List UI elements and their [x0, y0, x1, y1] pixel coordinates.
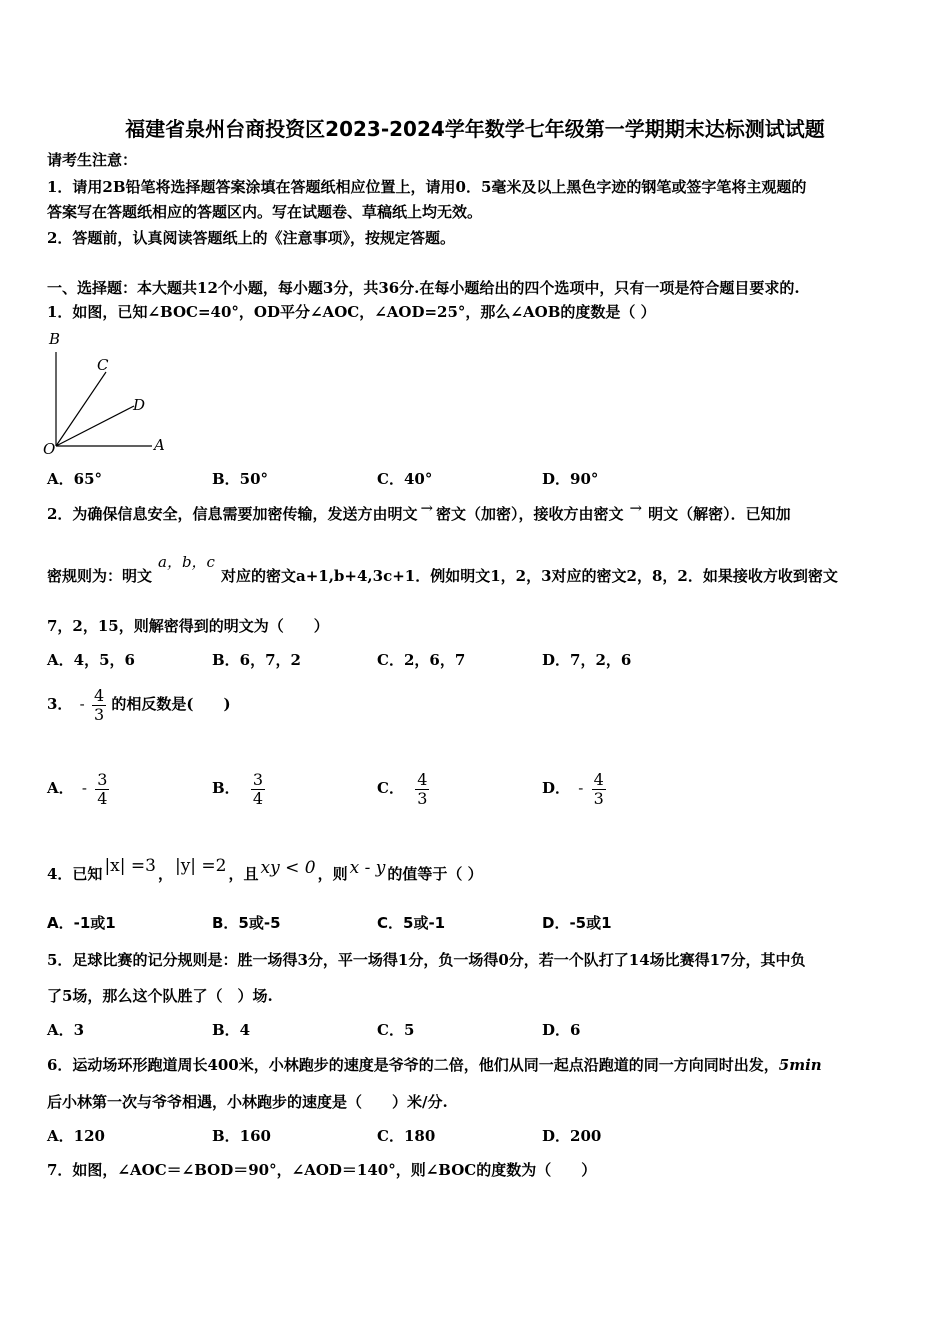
- q3-option-b-den: 4: [252, 788, 264, 808]
- q7-stem: 7．如图，∠AOC＝∠BOD＝90°，∠AOD＝140°，则∠BOC的度数为（ ）: [47, 1161, 597, 1179]
- q1-option-d[interactable]: D．90°: [542, 470, 599, 488]
- q4-mid2: ，则: [317, 865, 348, 883]
- q3-option-b-fraction: [251, 771, 265, 808]
- q4-prefix: 4．已知: [47, 865, 103, 883]
- q5-option-c[interactable]: C．5: [377, 1021, 415, 1039]
- q2-line-1-a: 2．为确保信息安全，信息需要加密传输，发送方由明文: [47, 505, 418, 523]
- q3-option-c[interactable]: [377, 769, 429, 808]
- q3-option-d-fraction: [592, 771, 606, 808]
- q3-option-a-label: A．: [47, 779, 74, 797]
- q2-line-1-c: 明文（解密）．已知加: [648, 505, 791, 523]
- q6-option-c[interactable]: C．180: [377, 1127, 436, 1145]
- notice-line-2: 2．答题前，认真阅读答题纸上的《注意事项》，按规定答题。: [47, 229, 455, 247]
- q4-comma: ，: [157, 865, 173, 883]
- q4-option-a[interactable]: A．-1或1: [47, 914, 116, 932]
- arrow-icon: →: [629, 499, 643, 517]
- label-b: B: [49, 330, 61, 348]
- ray-oc: [56, 372, 106, 446]
- q6-option-b[interactable]: B．160: [212, 1127, 271, 1145]
- q6-line-1-a: 6．运动场环形跑道周长400米，小林跑步的速度是爷爷的二倍，他们从同一起点沿跑道的同一方向同时出发，: [47, 1056, 779, 1074]
- q6-line-1: [47, 1055, 822, 1075]
- q1-option-a[interactable]: A．65°: [47, 470, 103, 488]
- q4-option-c[interactable]: C．5或-1: [377, 914, 446, 932]
- q2-line-1-b: 密文（加密），接收方由密文: [436, 505, 624, 523]
- q4-expr-abs-y: |y| =2: [174, 856, 227, 876]
- q2-line-2-b: 对应的密文a+1,b+4,3c+1．例如明文1，2，3对应的密文2，8，2．如果接收方收到密文: [220, 567, 838, 585]
- q2-option-b[interactable]: B．6，7，2: [212, 651, 301, 669]
- q5-line-2: 了5场，那么这个队胜了（ ）场.: [47, 987, 273, 1005]
- q5-line-1: 5．足球比赛的记分规则是：胜一场得3分，平一场得1分，负一场得0分，若一个队打了14场比赛得17分，其中负: [47, 951, 806, 969]
- q2-line-1: [47, 499, 791, 524]
- q6-option-d[interactable]: D．200: [542, 1127, 602, 1145]
- q3-num: 4: [93, 685, 105, 705]
- q4-suffix: 的值等于（ ）: [387, 865, 483, 883]
- q5-option-b[interactable]: B．4: [212, 1021, 251, 1039]
- q3-option-a-num: 3: [97, 769, 108, 789]
- q6-line-2: 后小林第一次与爷爷相遇，小林跑步的速度是（ ）米/分.: [47, 1093, 448, 1111]
- q1-stem: 1．如图，已知∠BOC=40°，OD平分∠AOC，∠AOD=25°，那么∠AOB的度数是（ ）: [47, 303, 656, 321]
- q3-suffix: 的相反数是( ): [111, 695, 231, 713]
- q3-prefix: 3．: [47, 695, 73, 713]
- q3-option-b-label: B．: [212, 779, 240, 797]
- q2-line-2: [47, 553, 838, 586]
- q5-option-d[interactable]: D．6: [542, 1021, 581, 1039]
- q6-line-1-b: 5min: [778, 1056, 822, 1074]
- q2-line-2-a: 密规则为：明文: [47, 567, 153, 585]
- notice-heading: 请考生注意：: [47, 151, 138, 169]
- notice-line-1b: 答案写在答题纸相应的答题区内。写在试题卷、草稿纸上均无效。: [47, 203, 483, 221]
- q4-option-d[interactable]: D．-5或1: [542, 914, 612, 932]
- q4-stem: [47, 856, 483, 884]
- q4-option-b[interactable]: B．5或-5: [212, 914, 281, 932]
- q1-angle-figure: [40, 328, 180, 458]
- label-d: D: [133, 396, 146, 414]
- q3-option-d-label: D．: [542, 779, 571, 797]
- q3-option-c-label: C．: [377, 779, 404, 797]
- q3-option-c-num: 4: [417, 769, 428, 789]
- q2-line-3: 7，2，15，则解密得到的明文为（ ）: [47, 617, 329, 635]
- q3-option-a-sign: -: [81, 779, 87, 797]
- q2-option-d[interactable]: D．7，2，6: [542, 651, 632, 669]
- arrow-icon: →: [420, 499, 434, 517]
- q1-option-c[interactable]: C．40°: [377, 470, 433, 488]
- q3-option-a[interactable]: [47, 769, 109, 808]
- q3-option-d-num: 4: [593, 769, 604, 789]
- q3-option-d[interactable]: [542, 769, 606, 808]
- notice-line-1: 1．请用2B铅笔将选择题答案涂填在答题纸相应位置上，请用0．5毫米及以上黑色字迹的钢笔或签字笔将主观题的: [47, 178, 807, 196]
- ray-od: [56, 406, 134, 446]
- page-title: 福建省泉州台商投资区2023-2024学年数学七年级第一学期期末达标测试试题: [125, 117, 825, 141]
- q3-option-d-den: 3: [593, 788, 604, 808]
- section-1-header: 一、选择题：本大题共12个小题，每小题3分，共36分.在每小题给出的四个选项中，只有一项是符合题目要求的.: [47, 279, 800, 297]
- q3-option-c-fraction: [415, 771, 429, 808]
- q4-expr-abs-x: |x| =3: [104, 856, 156, 876]
- q3-option-a-fraction: [95, 771, 109, 808]
- label-c: C: [97, 356, 109, 374]
- q3-option-b[interactable]: [212, 769, 265, 808]
- label-a: A: [154, 436, 165, 454]
- q4-mid: ，且: [228, 865, 259, 883]
- q2-option-c[interactable]: C．2，6，7: [377, 651, 466, 669]
- q3-option-a-den: 4: [97, 788, 108, 808]
- label-o: O: [43, 440, 56, 458]
- q3-minus: -: [79, 695, 85, 713]
- q5-option-a[interactable]: A．3: [47, 1021, 85, 1039]
- q2-vars: a，b，c: [158, 553, 215, 571]
- q1-option-b[interactable]: B．50°: [212, 470, 269, 488]
- q3-option-d-sign: -: [578, 779, 584, 797]
- q3-fraction: [92, 687, 106, 724]
- q4-expr-xy: xy < 0: [260, 858, 316, 878]
- q2-option-a[interactable]: A．4，5，6: [47, 651, 135, 669]
- q3-option-b-num: 3: [252, 769, 264, 789]
- q3-den: 3: [93, 704, 105, 724]
- q3-option-c-den: 3: [417, 788, 428, 808]
- q3-stem: [47, 685, 231, 724]
- q6-option-a[interactable]: A．120: [47, 1127, 105, 1145]
- q4-expr-x-minus-y: x - y: [349, 858, 386, 878]
